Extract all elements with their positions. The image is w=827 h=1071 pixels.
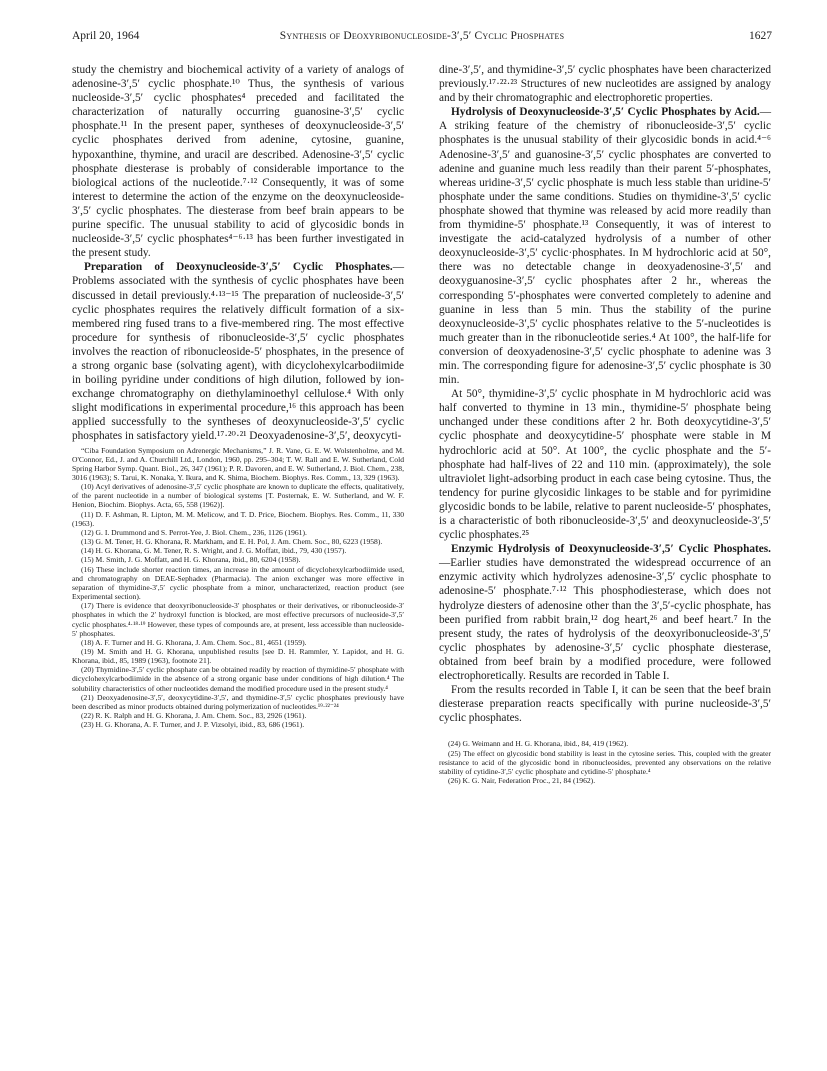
footnote: (25) The effect on glycosidic bond stability is least in the cytosine series. This, coupled with the greater resistance to acid of the glycosidic bond in ribonucleosides, prevented any observations on the relative stability of cytidine-3′,5′ cyclic phosphate and cytidine-5′ phosphate.⁴ [439, 748, 771, 776]
section-heading: Hydrolysis of Deoxynucleoside-3′,5′ Cyclic Phosphates by Acid. [451, 106, 760, 119]
paragraph-text: —Problems associated with the synthesis of cyclic phosphates have been discussed in detail previously.⁴·¹³⁻¹⁵ The preparation of nucleoside-3′,5′ cyclic phosphates requires the relatively difficult formation of a six-membered ring fused trans to a five-membered ring. The most effective procedure for synthesis of ribonucleoside-3′,5′ cyclic phosphates involves the reaction of ribonucleoside-5′ phosphates, in the presence of a strong organic base (solvating agent), with dicyclohexylcarbodiimide in boiling pyridine under conditions of high dilution, followed by ion-exchange chromatography on diethylaminoethyl cellulose.⁴ With only slight modifications in experimental procedure,¹⁶ this approach has been applied successfully to the syntheses of deoxynucleoside-3′,5′ cyclic phosphates in satisfactory yield.¹⁷·²⁰·²¹ Deoxyadenosine-3′,5′, deoxycyti- [72, 261, 404, 443]
issue-date: April 20, 1964 [72, 30, 140, 42]
footnote: (12) G. I. Drummond and S. Perrot-Yee, J. Biol. Chem., 236, 1126 (1961). [81, 527, 307, 537]
footnote: (20) Thymidine-3′,5′ cyclic phosphate can be obtained readily by reaction of thymidine-5′ phosphate with dicyclohexylcarbodiimide in the absence of a strong organic base under conditions of high dilution.⁴ The solubility characteristics of other nucleotides demand the modified procedure used in the present study.⁴ [72, 665, 404, 693]
footnotes [72, 446, 404, 730]
footnote: (22) R. K. Ralph and H. G. Khorana, J. Am. Chem. Soc., 83, 2926 (1961). [81, 711, 307, 721]
page-number: 1627 [749, 30, 772, 42]
footnote: (17) There is evidence that deoxyribonucleoside-3′ phosphates or their derivatives, or ribonucleoside-3′ phosphates in which the 2′ hydroxyl function is blocked, are most effective precursors of nucleoside-3′,5′ cyclic phosphates.⁴·¹⁸·¹⁹ However, these types of compounds are, at present, less accessible than nucleoside-5′ phosphates. [72, 601, 404, 638]
paragraph-text: —Earlier studies have demonstrated the widespread occurrence of an enzymic activity which hydrolyzes adenosine-3′,5′ cyclic phosphate to adenosine-5′ phosphate.⁷·¹² This phosphodiesterase, which does not hydrolyze diesters of adenosine other than the 3′,5′-cyclic phosphate, has been purified from rabbit brain,¹² dog heart,²⁶ and beef heart.⁷ In the present study, the rates of hydrolysis of the deoxyribonucleoside-3′,5′ cyclic phosphates by adenosine-3′,5′ cyclic phosphate diesterase, obtained from beef brain by a modified procedure, were followed electrophoretically. Results are recorded in Table I. [439, 557, 771, 683]
paragraph: study the chemistry and biochemical activity of a variety of analogs of adenosine-3′,5′ cyclic phosphate.¹⁰ Thus, the synthesis of various nucleoside-3′,5′ cyclic phosphates⁴ preceded and facilitated the characterization of naturally occurring guanosine-3′,5′ cyclic phosphate.¹¹ In the present paper, syntheses of deoxynucleoside-3′,5′ cyclic phosphates derived from adenine, cytosine, guanine, hypoxanthine, thymine, and uracil are described. Adenosine-3′,5′ cyclic phosphate diesterase is probably of considerable importance to the biological actions of the nucleotide.⁷·¹² Consequently, it was of some interest to determine the action of the enzyme on the deoxynucleoside-3′,5′ cyclic phosphates. The diesterase from beef brain appears to be purine specific. The unusual stability to acid of glycosidic bonds in nucleoside-3′,5′ cyclic phosphates⁴⁻⁶·¹³ has been further investigated in the present study. [72, 64, 404, 260]
footnote: “Ciba Foundation Symposium on Adrenergic Mechanisms,” J. R. Vane, G. E. W. Wolstenholme, and M. O'Connor, Ed., J. and A. Churchill Ltd., London, 1960, pp. 295–304; T. W. Rall and E. W. Sutherland, Cold Spring Harbor Symp. Quant. Biol., 26, 347 (1961); P. R. Davoren, and E. W. Sutherland, J. Biol. Chem., 238, 3016 (1963); S. Tarui, K. Nonaka, Y. Ikura, and K. Shima, Biochem. Biophys. Res. Comm., 13, 329 (1963). [72, 445, 404, 482]
section-heading: Preparation of Deoxynucleoside-3′,5′ Cyclic Phosphates. [84, 261, 393, 274]
footnote: (14) H. G. Khorana, G. M. Tener, R. S. Wright, and J. G. Moffatt, ibid., 79, 430 (1957). [81, 546, 347, 556]
footnote: (16) These include shorter reaction times, an increase in the amount of dicyclohexylcarbodiimide used, and chromatography on DEAE-Sephadex (Pharmacia). The anion exchanger was more effective in separation of thymidine-3′,5′ cyclic phosphate from a minor, uncharacterized, reaction product (see Experimental section). [72, 564, 404, 602]
footnote: (18) A. F. Turner and H. G. Khorana, J. Am. Chem. Soc., 81, 4651 (1959). [81, 637, 307, 647]
paragraph: dine-3′,5′, and thymidine-3′,5′ cyclic phosphates have been characterized previously.¹⁷·²²·²³ Structures of new nucleotides are assigned by analogy and by their chromatographic and electrophoretic properties. [439, 64, 771, 105]
section-heading: Enzymic Hydrolysis of Deoxynucleoside-3′,5′ Cyclic Phosphates. [451, 543, 771, 556]
footnotes [439, 739, 771, 785]
footnote: (26) K. G. Nair, Federation Proc., 21, 84 (1962). [448, 776, 596, 786]
paragraph-enzymic-hydrolysis [439, 542, 771, 683]
paragraph: From the results recorded in Table I, it can be seen that the beef brain diesterase preparation reacts specifically with purine nucleoside-3′,5′ cyclic phosphates. [439, 684, 771, 725]
paragraph: At 50°, thymidine-3′,5′ cyclic phosphate in M hydrochloric acid was half converted to thymine in 13 min., thymidine-5′ phosphate being unchanged under these conditions after 2 hr. Both deoxycytidine-3′,5′ cyclic phosphate and deoxycytidine-5′ phosphate were stable in M hydrochloric acid at 50°. At 100°, the cyclic phosphate and the 5′-phosphate had half-lives of 22 and 110 min. (approximately), the sole ultraviolet light-adsorbing product in each case being cytosine. Thus, the tendency for purine glycosidic linkages to be stable and for pyrimidine glycosidic bonds to be labile, relative to parent nucleoside-5′ phosphates, is a characteristic of both ribonucleoside-3′,5′ and deoxynucleoside-3′,5′ cyclic phosphates.²⁵ [439, 388, 771, 542]
footnote: (24) G. Weimann and H. G. Khorana, ibid., 84, 419 (1962). [448, 739, 629, 749]
footnote: (21) Deoxyadenosine-3′,5′, deoxycytidine-3′,5′, and thymidine-3′,5′ cyclic phosphates previously have been described as minor products obtained during polymerization of nucleotides.¹⁹·²²⁻²⁴ [72, 692, 404, 711]
paragraph-acid-hydrolysis [439, 105, 771, 387]
footnote: (13) G. M. Tener, H. G. Khorana, R. Markham, and E. H. Pol, J. Am. Chem. Soc., 80, 6223 (1958). [81, 537, 383, 547]
running-header [72, 30, 772, 50]
footnote: (10) Acyl derivatives of adenosine-3′,5′ cyclic phosphate are known to duplicate the effects, qualitatively, of the parent nucleotide in a number of biological systems [T. Posternak, E. W. Sutherland, and W. F. Henion, Biochim. Biophys. Acta, 65, 558 (1962)]. [72, 482, 404, 510]
paragraph-text: —A striking feature of the chemistry of ribonucleoside-3′,5′ cyclic phosphates is the unusual stability of their glycosidic bonds in acid.⁴⁻⁶ Adenosine-3′,5′ and guanosine-3′,5′ cyclic phosphates are converted to adenine and guanine much less readily than their parent 5′-phosphates, whereas uridine-3′,5′ cyclic phosphate is much less stable than uridine-5′ phosphate under the same conditions. Studies on thymidine-3′,5′ cyclic phosphate showed that thymine was released by acid more readily than from thymidine-5′ phosphate.¹³ Consequently, it was of interest to investigate the acid-catalyzed hydrolysis of a number of other deoxynucleoside-3′,5′ cyclic·phosphates. In M hydrochloric acid at 50°, there was no detectable change in deoxyadenosine-3′,5′ and deoxyguanosine-3′,5′ cyclic phosphates after 2 hr., whereas the corresponding 5′-phosphates were converted completely to adenine and guanine in less than 5 min. Thus the stability of the purine deoxynucleoside-3′,5′ cyclic phosphates relative to the 5′-nucleotides is much greater than in the ribonucleotide series.⁴ At 100°, the half-life for conversion of deoxyadenosine-3′,5′ cyclic phosphate to adenine was 3 min. The corresponding figure for adenosine-3′,5′ cyclic phosphate is 30 min. [439, 106, 771, 387]
footnote: (15) M. Smith, J. G. Moffatt, and H. G. Khorana, ibid., 80, 6204 (1958). [81, 555, 301, 565]
footnote: (11) D. F. Ashman, R. Lipton, M. M. Melicow, and T. D. Price, Biochem. Biophys. Res. Comm., 11, 330 (1963). [72, 509, 404, 528]
footnote: (19) M. Smith and H. G. Khorana, unpublished results [see D. H. Rammler, Y. Lapidot, and H. G. Khorana, ibid., 85, 1989 (1963), footnote 21]. [72, 646, 404, 666]
footnote: (23) H. G. Khorana, A. F. Turner, and J. P. Vizsolyi, ibid., 83, 686 (1961). [81, 720, 305, 730]
left-column [72, 63, 404, 729]
right-column [439, 63, 771, 785]
paragraph-preparation [72, 260, 404, 443]
running-title: Synthesis of Deoxyribonucleoside-3′,5′ Cyclic Phosphates [279, 30, 565, 42]
